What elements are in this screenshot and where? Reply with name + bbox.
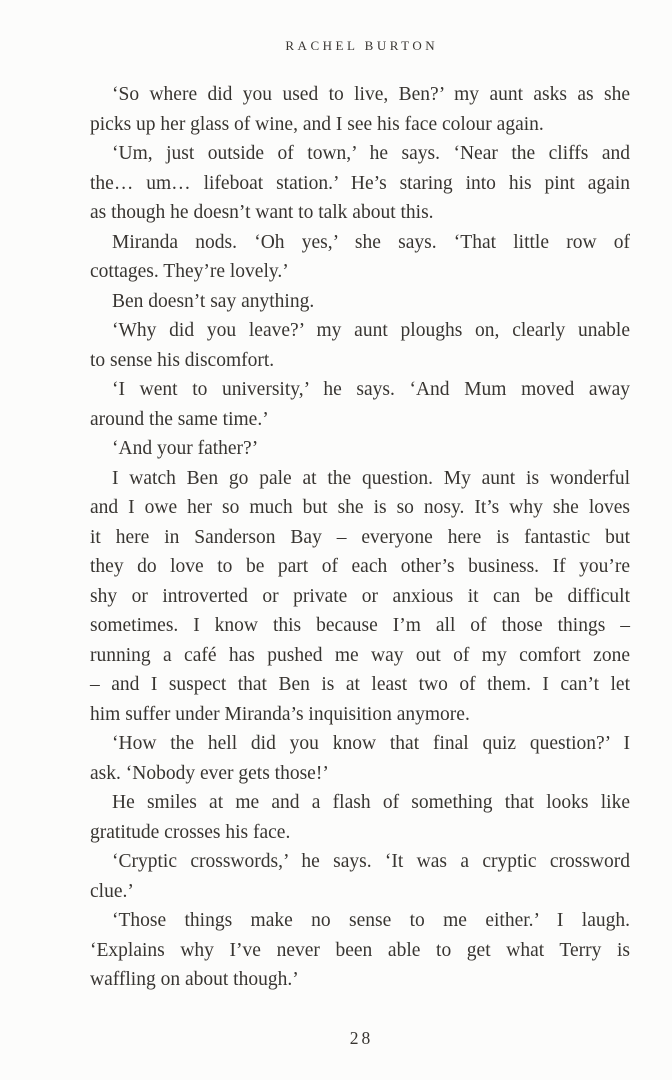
paragraph [90,729,630,788]
paragraph [90,287,630,317]
text-line: ‘How the hell did you know that final quiz question?’ I [112,733,630,754]
text-line: ‘Those things make no sense to me either.’ I laugh. [112,910,630,931]
paragraph [90,906,630,995]
text-line: shy or introverted or private or anxious it can be difficult [90,585,630,607]
text-line: ‘Explains why I’ve never been able to get what Terry is [90,939,630,961]
text-line: Ben doesn’t say anything. [112,290,315,312]
text-line: around the same time.’ [90,408,269,430]
text-line: him suffer under Miranda’s inquisition anymore. [90,703,470,725]
text-line: gratitude crosses his face. [90,821,291,843]
paragraph [90,316,630,375]
text-line: it here in Sanderson Bay – everyone here is fantastic but [90,526,630,548]
paragraph [90,375,630,434]
text-line: ‘So where did you used to live, Ben?’ my aunt asks as she [112,84,630,105]
text-line: ‘And your father?’ [112,438,259,459]
text-line: ‘Um, just outside of town,’ he says. ‘Near the cliffs and [112,143,630,164]
text-line: ‘Cryptic crosswords,’ he says. ‘It was a cryptic crossword [112,851,630,872]
text-line: Miranda nods. ‘Oh yes,’ she says. ‘That little row of [112,231,630,253]
text-line: – and I suspect that Ben is at least two of them. I can’t let [90,674,630,695]
page-number: 28 [349,1028,374,1048]
paragraph [90,434,630,464]
text-line: running a café has pushed me way out of my comfort zone [90,644,630,666]
text-line: sometimes. I know this because I’m all of those things – [90,615,630,636]
paragraph [90,788,630,847]
text-line: He smiles at me and a flash of something that looks like [112,792,630,813]
page-body [90,80,630,995]
text-line: the… um… lifeboat station.’ He’s staring into his pint again [90,172,630,194]
text-line: as though he doesn’t want to talk about this. [90,202,434,223]
text-line: picks up her glass of wine, and I see his face colour again. [90,113,544,135]
text-line: I watch Ben go pale at the question. My aunt is wonderful [112,467,630,489]
text-line: waffling on about though.’ [90,969,299,990]
text-line: ‘Why did you leave?’ my aunt ploughs on, clearly unable [112,320,630,341]
paragraph [90,80,630,139]
text-line: they do love to be part of each other’s business. If you’re [90,556,630,577]
text-line: ‘I went to university,’ he says. ‘And Mum moved away [112,379,630,400]
text-line: ask. ‘Nobody ever gets those!’ [90,762,329,784]
running-header-author: RACHEL BURTON [285,38,439,53]
text-line: to sense his discomfort. [90,349,275,371]
paragraph [90,464,630,730]
text-line: clue.’ [90,880,134,902]
text-line: and I owe her so much but she is so nosy. It’s why she loves [90,497,630,518]
paragraph [90,139,630,228]
paragraph [90,847,630,906]
paragraph [90,228,630,287]
text-line: cottages. They’re lovely.’ [90,261,289,282]
